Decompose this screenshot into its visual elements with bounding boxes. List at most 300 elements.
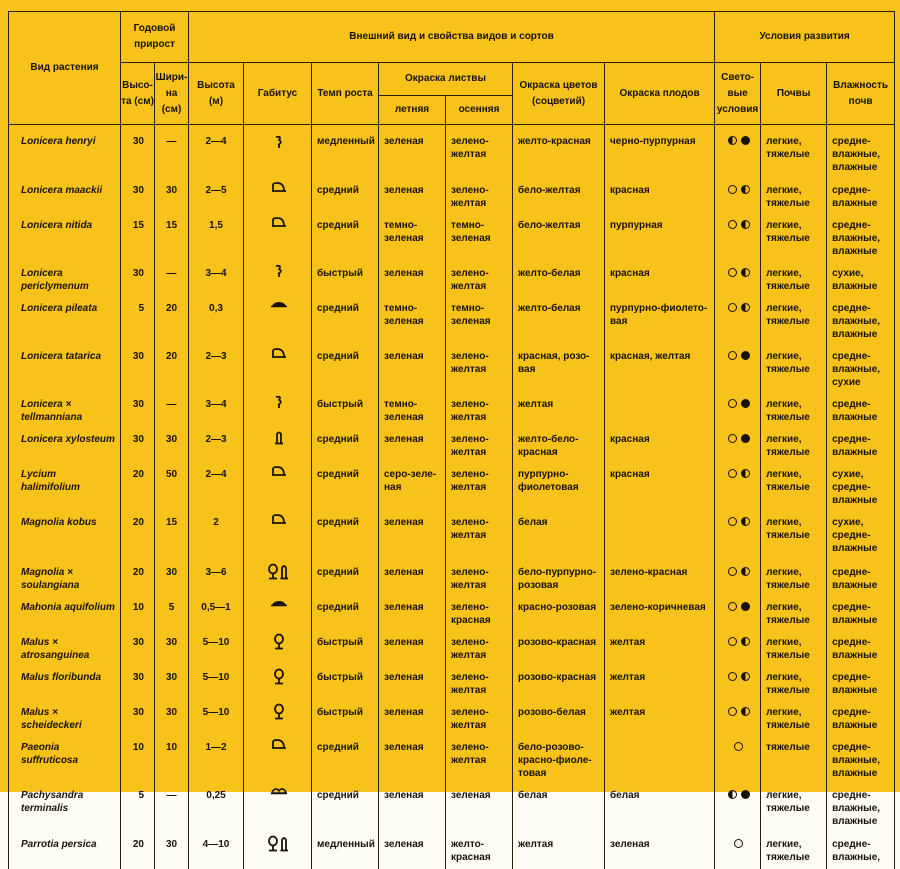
light-half-circle-icon	[741, 517, 750, 526]
cell-soil: легкие, тяжелые	[761, 662, 827, 697]
cell-habit	[244, 389, 312, 424]
cell-soil: легкие, тяжелые	[761, 697, 827, 732]
cell-growth-height: 30	[121, 627, 155, 662]
cell-soil: легкие, тяжелые	[761, 780, 827, 829]
light-full-circle-icon	[741, 351, 750, 360]
header-growth-rate: Темп роста	[312, 63, 379, 125]
table-row	[9, 557, 895, 592]
cell-growth-height: 30	[121, 662, 155, 697]
cell-height-m: 2	[189, 507, 244, 557]
cell-soil: легкие, тяжелые	[761, 424, 827, 459]
cell-habit	[244, 175, 312, 210]
cell-autumn-color: зелено-красная	[446, 592, 513, 627]
table-row	[9, 258, 895, 293]
cell-soil: легкие, тяжелые	[761, 592, 827, 627]
cell-soil: легкие, тяжелые	[761, 557, 827, 592]
cell-light	[715, 293, 761, 341]
cell-fruit-color: красная	[605, 258, 715, 293]
cell-height-m: 1,5	[189, 210, 244, 258]
cell-growth-height: 20	[121, 557, 155, 592]
header-fruit-color: Окраска плодов	[605, 63, 715, 125]
cell-flower-color: желто-бело-красная	[513, 424, 605, 459]
cell-moisture: средне-влажные, влажные	[827, 210, 895, 258]
cell-growth-height: 20	[121, 507, 155, 557]
cell-growth-width: —	[155, 125, 189, 175]
cell-habit	[244, 780, 312, 829]
cell-moisture: средне-влажные	[827, 697, 895, 732]
cell-growth-height: 30	[121, 341, 155, 389]
header-summer: летняя	[379, 96, 446, 125]
plant-table	[8, 11, 895, 869]
cell-autumn-color: зелено-желтая	[446, 125, 513, 175]
habit-climber-icon	[274, 395, 284, 413]
light-half-circle-icon	[741, 303, 750, 312]
cell-fruit-color: красная, желтая	[605, 341, 715, 389]
light-empty-circle-icon	[728, 268, 737, 277]
cell-flower-color: бело-пурпурно-розовая	[513, 557, 605, 592]
light-half-circle-icon	[741, 185, 750, 194]
cell-summer-color: зеленая	[379, 732, 446, 780]
cell-soil: легкие, тяжелые	[761, 258, 827, 293]
cell-autumn-color: зелено-желтая	[446, 697, 513, 732]
cell-species: Malus × scheideckeri	[9, 697, 121, 732]
cell-habit	[244, 829, 312, 869]
cell-soil: легкие, тяжелые	[761, 210, 827, 258]
cell-habit	[244, 424, 312, 459]
light-empty-circle-icon	[728, 637, 737, 646]
cell-fruit-color: красная	[605, 459, 715, 507]
cell-growth-width: —	[155, 780, 189, 829]
cell-flower-color: пурпурно-фиолетовая	[513, 459, 605, 507]
cell-light	[715, 210, 761, 258]
cell-autumn-color: зелено-желтая	[446, 341, 513, 389]
cell-species: Lonicera periclymenum	[9, 258, 121, 293]
light-half-circle-icon	[728, 136, 737, 145]
habit-tree-icon	[273, 703, 285, 725]
cell-growth-rate: средний	[312, 459, 379, 507]
cell-species: Lonicera pileata	[9, 293, 121, 341]
cell-summer-color: темно-зеленая	[379, 210, 446, 258]
cell-growth-height: 20	[121, 459, 155, 507]
cell-soil: тяжелые	[761, 732, 827, 780]
cell-fruit-color: зелено-красная	[605, 557, 715, 592]
cell-light	[715, 459, 761, 507]
cell-growth-rate: средний	[312, 557, 379, 592]
cell-fruit-color: желтая	[605, 697, 715, 732]
cell-growth-rate: быстрый	[312, 627, 379, 662]
cell-soil: легкие, тяжелые	[761, 389, 827, 424]
cell-fruit-color: пурпурно-фиолето-вая	[605, 293, 715, 341]
cell-moisture: сухие, средне-влажные	[827, 459, 895, 507]
cell-fruit-color	[605, 507, 715, 557]
light-empty-circle-icon	[734, 742, 743, 751]
cell-flower-color: розово-красная	[513, 627, 605, 662]
cell-habit	[244, 459, 312, 507]
header-habit: Габитус	[244, 63, 312, 125]
habit-tree-upright-icon	[267, 835, 291, 857]
cell-height-m: 3—6	[189, 557, 244, 592]
cell-moisture: средне-влажные,	[827, 829, 895, 869]
habit-dome-icon	[271, 738, 287, 754]
cell-moisture: средне-влажные	[827, 627, 895, 662]
cell-summer-color: зеленая	[379, 697, 446, 732]
table-row	[9, 341, 895, 389]
table-row	[9, 627, 895, 662]
cell-light	[715, 175, 761, 210]
cell-growth-height: 30	[121, 389, 155, 424]
habit-flat-icon	[270, 299, 288, 312]
cell-light	[715, 697, 761, 732]
cell-summer-color: зеленая	[379, 592, 446, 627]
cell-growth-height: 30	[121, 125, 155, 175]
habit-tree-upright-icon	[267, 563, 291, 585]
cell-species: Lonicera nitida	[9, 210, 121, 258]
header-light: Свето-вые условия	[715, 63, 761, 125]
cell-height-m: 2—5	[189, 175, 244, 210]
light-half-circle-icon	[728, 790, 737, 799]
cell-flower-color: желтая	[513, 829, 605, 869]
table-row	[9, 175, 895, 210]
header-autumn: осенняя	[446, 96, 513, 125]
cell-flower-color: желто-красная	[513, 125, 605, 175]
cell-summer-color: зеленая	[379, 125, 446, 175]
cell-autumn-color: темно-зеленая	[446, 210, 513, 258]
cell-growth-rate: средний	[312, 732, 379, 780]
cell-summer-color: зеленая	[379, 780, 446, 829]
light-empty-circle-icon	[728, 707, 737, 716]
cell-habit	[244, 557, 312, 592]
cell-growth-width: 30	[155, 424, 189, 459]
cell-height-m: 5—10	[189, 627, 244, 662]
cell-light	[715, 424, 761, 459]
cell-growth-rate: медленный	[312, 829, 379, 869]
header-species: Вид растения	[9, 12, 121, 125]
cell-flower-color: розово-красная	[513, 662, 605, 697]
table-row	[9, 732, 895, 780]
cell-growth-height: 5	[121, 780, 155, 829]
cell-growth-rate: средний	[312, 780, 379, 829]
habit-dome-icon	[271, 347, 287, 363]
habit-dome-icon	[271, 513, 287, 529]
light-half-circle-icon	[741, 672, 750, 681]
habit-tree-icon	[273, 668, 285, 690]
cell-autumn-color: темно-зеленая	[446, 293, 513, 341]
cell-species: Lonicera maackii	[9, 175, 121, 210]
cell-soil: легкие, тяжелые	[761, 125, 827, 175]
cell-fruit-color	[605, 389, 715, 424]
cell-growth-height: 30	[121, 175, 155, 210]
cell-growth-height: 20	[121, 829, 155, 869]
cell-height-m: 2—3	[189, 341, 244, 389]
cell-fruit-color: красная	[605, 424, 715, 459]
cell-growth-width: 50	[155, 459, 189, 507]
cell-light	[715, 780, 761, 829]
cell-height-m: 0,3	[189, 293, 244, 341]
cell-light	[715, 732, 761, 780]
cell-moisture: средне-влажные, сухие	[827, 341, 895, 389]
cell-flower-color: желто-белая	[513, 258, 605, 293]
light-half-circle-icon	[741, 268, 750, 277]
cell-moisture: сухие, влажные	[827, 258, 895, 293]
table-row	[9, 592, 895, 627]
cell-growth-rate: быстрый	[312, 389, 379, 424]
table-row	[9, 829, 895, 869]
light-half-circle-icon	[741, 567, 750, 576]
cell-soil: легкие, тяжелые	[761, 175, 827, 210]
cell-growth-rate: средний	[312, 424, 379, 459]
header-flower-color: Окраска цветов (соцветий)	[513, 63, 605, 125]
cell-growth-width: 30	[155, 627, 189, 662]
cell-autumn-color: желто-красная	[446, 829, 513, 869]
cell-habit	[244, 125, 312, 175]
cell-growth-width: 30	[155, 175, 189, 210]
cell-light	[715, 125, 761, 175]
table-row	[9, 697, 895, 732]
cell-growth-height: 30	[121, 697, 155, 732]
cell-autumn-color: зелено-желтая	[446, 507, 513, 557]
cell-species: Mahonia aquifolium	[9, 592, 121, 627]
cell-species: Lonicera henryi	[9, 125, 121, 175]
light-half-circle-icon	[741, 707, 750, 716]
cell-light	[715, 341, 761, 389]
light-empty-circle-icon	[728, 672, 737, 681]
cell-species: Magnolia × soulangiana	[9, 557, 121, 592]
cell-summer-color: зеленая	[379, 829, 446, 869]
cell-habit	[244, 341, 312, 389]
cell-summer-color: зеленая	[379, 341, 446, 389]
cell-growth-rate: средний	[312, 293, 379, 341]
table-row	[9, 210, 895, 258]
cell-moisture: средне-влажные, влажные	[827, 732, 895, 780]
cell-growth-width: 30	[155, 662, 189, 697]
cell-light	[715, 557, 761, 592]
cell-light	[715, 389, 761, 424]
habit-tree-icon	[273, 633, 285, 655]
cell-fruit-color: белая	[605, 780, 715, 829]
header-leaf-color: Окраска листвы	[379, 63, 513, 96]
cell-growth-rate: медленный	[312, 125, 379, 175]
light-full-circle-icon	[741, 136, 750, 145]
cell-summer-color: темно-зеленая	[379, 389, 446, 424]
cell-light	[715, 829, 761, 869]
cell-growth-rate: средний	[312, 592, 379, 627]
cell-summer-color: серо-зеле-ная	[379, 459, 446, 507]
cell-species: Malus floribunda	[9, 662, 121, 697]
cell-summer-color: зеленая	[379, 662, 446, 697]
cell-growth-rate: средний	[312, 507, 379, 557]
cell-fruit-color: красная	[605, 175, 715, 210]
cell-summer-color: зеленая	[379, 507, 446, 557]
cell-growth-width: 5	[155, 592, 189, 627]
cell-moisture: средне-влажные, влажные	[827, 293, 895, 341]
cell-flower-color: белая	[513, 780, 605, 829]
light-empty-circle-icon	[728, 351, 737, 360]
cell-summer-color: зеленая	[379, 627, 446, 662]
cell-species: Magnolia kobus	[9, 507, 121, 557]
header-height-m: Высота (м)	[189, 63, 244, 125]
cell-growth-width: —	[155, 389, 189, 424]
cell-species: Lonicera tatarica	[9, 341, 121, 389]
header-soil: Почвы	[761, 63, 827, 125]
light-empty-circle-icon	[728, 185, 737, 194]
cell-flower-color: белая	[513, 507, 605, 557]
header-appearance: Внешний вид и свойства видов и сортов	[189, 12, 715, 63]
cell-growth-width: 20	[155, 341, 189, 389]
light-empty-circle-icon	[728, 567, 737, 576]
cell-soil: легкие, тяжелые	[761, 829, 827, 869]
cell-soil: легкие, тяжелые	[761, 341, 827, 389]
cell-height-m: 2—4	[189, 125, 244, 175]
cell-habit	[244, 293, 312, 341]
cell-growth-rate: средний	[312, 210, 379, 258]
cell-height-m: 2—4	[189, 459, 244, 507]
cell-autumn-color: зелено-желтая	[446, 258, 513, 293]
cell-growth-height: 30	[121, 424, 155, 459]
cell-growth-rate: средний	[312, 175, 379, 210]
cell-growth-width: 30	[155, 829, 189, 869]
cell-moisture: средне-влажные	[827, 424, 895, 459]
cell-growth-width: 30	[155, 697, 189, 732]
cell-flower-color: бело-желтая	[513, 175, 605, 210]
table-row	[9, 424, 895, 459]
cell-growth-width: 30	[155, 557, 189, 592]
light-full-circle-icon	[741, 434, 750, 443]
cell-growth-width: —	[155, 258, 189, 293]
table-row	[9, 125, 895, 175]
cell-growth-rate: средний	[312, 341, 379, 389]
light-empty-circle-icon	[734, 839, 743, 848]
cell-light	[715, 627, 761, 662]
cell-soil: легкие, тяжелые	[761, 459, 827, 507]
cell-fruit-color: пурпурная	[605, 210, 715, 258]
light-empty-circle-icon	[728, 399, 737, 408]
cell-height-m: 1—2	[189, 732, 244, 780]
cell-species: Parrotia persica	[9, 829, 121, 869]
cell-moisture: средне-влажные, влажные	[827, 125, 895, 175]
light-half-circle-icon	[741, 637, 750, 646]
cell-species: Lonicera xylosteum	[9, 424, 121, 459]
table-row	[9, 507, 895, 557]
cell-soil: легкие, тяжелые	[761, 507, 827, 557]
header-conditions: Условия развития	[715, 12, 895, 63]
habit-groundcover-icon	[270, 786, 288, 799]
cell-autumn-color: зеленая	[446, 780, 513, 829]
cell-moisture: средне-влажные	[827, 557, 895, 592]
cell-fruit-color	[605, 732, 715, 780]
cell-height-m: 4—10	[189, 829, 244, 869]
light-half-circle-icon	[741, 469, 750, 478]
table-row	[9, 662, 895, 697]
cell-autumn-color: зелено-желтая	[446, 459, 513, 507]
cell-growth-height: 5	[121, 293, 155, 341]
header-growth-width: Шири-на (см)	[155, 63, 189, 125]
cell-summer-color: зеленая	[379, 557, 446, 592]
table-row	[9, 459, 895, 507]
cell-autumn-color: зелено-желтая	[446, 732, 513, 780]
cell-growth-height: 15	[121, 210, 155, 258]
table-row	[9, 780, 895, 829]
cell-summer-color: зеленая	[379, 175, 446, 210]
cell-moisture: средне-влажные	[827, 592, 895, 627]
cell-soil: легкие, тяжелые	[761, 293, 827, 341]
light-full-circle-icon	[741, 790, 750, 799]
habit-climber-icon	[274, 264, 284, 282]
cell-habit	[244, 662, 312, 697]
cell-height-m: 0,25	[189, 780, 244, 829]
cell-growth-width: 15	[155, 507, 189, 557]
cell-autumn-color: зелено-желтая	[446, 662, 513, 697]
cell-light	[715, 507, 761, 557]
cell-summer-color: темно-зеленая	[379, 293, 446, 341]
cell-fruit-color: зеленая	[605, 829, 715, 869]
cell-moisture: средне-влажные	[827, 175, 895, 210]
cell-habit	[244, 697, 312, 732]
habit-dome-icon	[271, 465, 287, 481]
cell-growth-rate: быстрый	[312, 662, 379, 697]
cell-height-m: 0,5—1	[189, 592, 244, 627]
cell-habit	[244, 258, 312, 293]
light-empty-circle-icon	[728, 469, 737, 478]
cell-autumn-color: зелено-желтая	[446, 627, 513, 662]
cell-light	[715, 258, 761, 293]
cell-flower-color: бело-розово-красно-фиоле-товая	[513, 732, 605, 780]
cell-flower-color: бело-желтая	[513, 210, 605, 258]
cell-growth-height: 10	[121, 592, 155, 627]
table-row	[9, 389, 895, 424]
cell-summer-color: зеленая	[379, 424, 446, 459]
table-row	[9, 293, 895, 341]
light-empty-circle-icon	[728, 517, 737, 526]
cell-fruit-color: желтая	[605, 662, 715, 697]
cell-light	[715, 592, 761, 627]
cell-growth-width: 20	[155, 293, 189, 341]
cell-moisture: средне-влажные	[827, 389, 895, 424]
cell-height-m: 2—3	[189, 424, 244, 459]
header-moisture: Влажность почв	[827, 63, 895, 125]
light-empty-circle-icon	[728, 434, 737, 443]
habit-flat-icon	[270, 598, 288, 611]
cell-soil: легкие, тяжелые	[761, 627, 827, 662]
cell-flower-color: розово-белая	[513, 697, 605, 732]
cell-moisture: средне-влажные	[827, 662, 895, 697]
cell-flower-color: красная, розо-вая	[513, 341, 605, 389]
cell-species: Malus × atrosanguinea	[9, 627, 121, 662]
light-half-circle-icon	[741, 220, 750, 229]
habit-dome-icon	[271, 216, 287, 232]
cell-height-m: 5—10	[189, 697, 244, 732]
light-empty-circle-icon	[728, 220, 737, 229]
cell-species: Lycium halimifolium	[9, 459, 121, 507]
cell-growth-height: 10	[121, 732, 155, 780]
habit-dome-icon	[271, 181, 287, 197]
cell-fruit-color: желтая	[605, 627, 715, 662]
cell-flower-color: желто-белая	[513, 293, 605, 341]
cell-growth-height: 30	[121, 258, 155, 293]
cell-moisture: сухие, средне-влажные	[827, 507, 895, 557]
light-empty-circle-icon	[728, 602, 737, 611]
cell-growth-rate: быстрый	[312, 697, 379, 732]
cell-habit	[244, 507, 312, 557]
cell-growth-rate: быстрый	[312, 258, 379, 293]
cell-height-m: 3—4	[189, 389, 244, 424]
cell-growth-width: 15	[155, 210, 189, 258]
cell-habit	[244, 592, 312, 627]
cell-habit	[244, 627, 312, 662]
cell-growth-width: 10	[155, 732, 189, 780]
cell-fruit-color: зелено-коричневая	[605, 592, 715, 627]
cell-light	[715, 662, 761, 697]
light-empty-circle-icon	[728, 303, 737, 312]
